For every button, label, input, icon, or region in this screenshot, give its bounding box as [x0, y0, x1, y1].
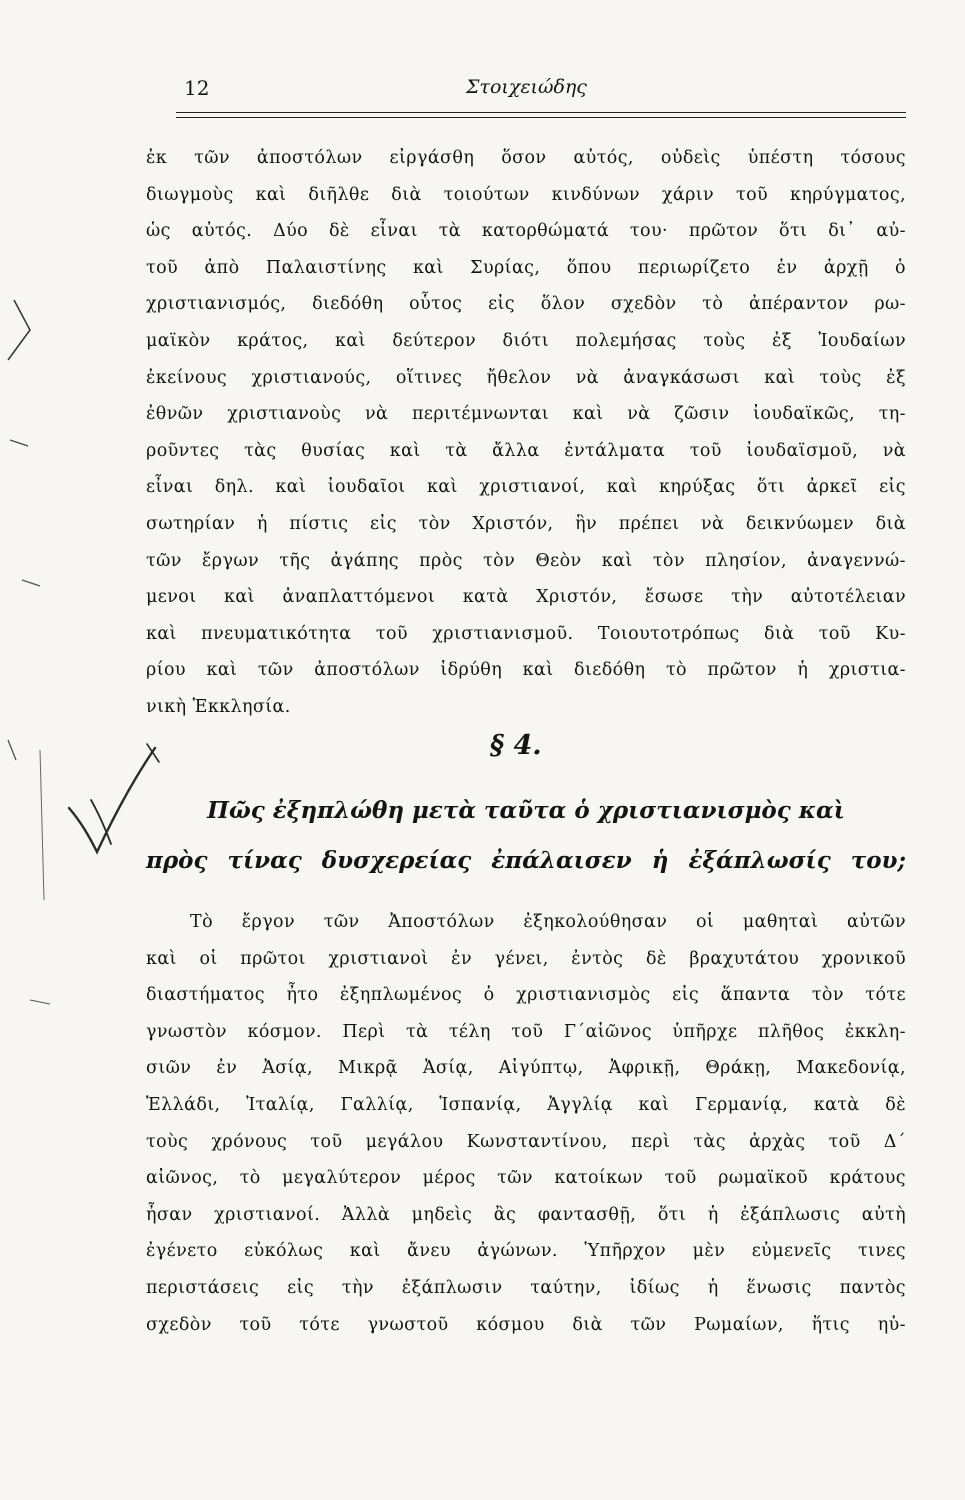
- text-line: καὶ οἱ πρῶτοι χριστιανοὶ ἐν γένει, ἐντὸς δὲ βραχυτάτου χρονικοῦ: [146, 948, 906, 969]
- text-line: νικὴ Ἐκκλησία.: [146, 696, 291, 717]
- text-line: διαστήματος ἦτο ἐξηπλωμένος ὁ χριστιανισμὸς εἰς ἅπαντα τὸν τότε: [146, 985, 906, 1006]
- text-line: μαϊκὸν κράτος, καὶ δεύτερον διότι πολεμήσας τοὺς ἐξ Ἰουδαίων: [146, 330, 906, 351]
- page-header: [176, 74, 906, 106]
- text-line: Τὸ ἔργον τῶν Ἀποστόλων ἐξηκολούθησαν οἱ μαθηταὶ αὐτῶν: [190, 912, 906, 932]
- text-line: ἐκ τῶν ἀποστόλων εἰργάσθη ὅσον αὐτός, οὐδεὶς ὑπέστη τόσους: [146, 148, 906, 168]
- text-line: εἶναι δηλ. καὶ ἰουδαῖοι καὶ χριστιανοί, καὶ κηρύξας ὅτι ἀρκεῖ εἰς: [146, 477, 906, 498]
- text-line: ρίου καὶ τῶν ἀποστόλων ἱδρύθη καὶ διεδόθη τὸ πρῶτον ἡ χριστια-: [146, 660, 906, 681]
- text-line: σιῶν ἐν Ἀσίᾳ, Μικρᾷ Ἀσίᾳ, Αἰγύπτῳ, Ἀφρικῇ, Θράκῃ, Μακεδονίᾳ,: [146, 1058, 906, 1079]
- paragraph-2: [146, 904, 906, 1343]
- page-number: 12: [184, 76, 210, 100]
- text-line: ροῦντες τὰς θυσίας καὶ τὰ ἄλλα ἐντάλματα τοῦ ἰουδαϊσμοῦ, νὰ: [146, 440, 906, 461]
- margin-scan-marks: [0, 0, 60, 1500]
- text-line: μενοι καὶ ἀναπλαττόμενοι κατὰ Χριστόν, ἔσωσε τὴν αὐτοτέλειαν: [146, 587, 906, 608]
- text-line: ὡς αὐτός. Δύο δὲ εἶναι τὰ κατορθώματά του· πρῶτον ὅτι δι᾽ αὐ-: [146, 221, 906, 242]
- text-line: περιστάσεις εἰς τὴν ἐξάπλωσιν ταύτην, ἰδίως ἡ ἕνωσις παντὸς: [146, 1277, 906, 1298]
- text-line: τοὺς χρόνους τοῦ μεγάλου Κωνσταντίνου, περὶ τὰς ἀρχὰς τοῦ Δ΄: [146, 1131, 906, 1152]
- text-line: σχεδὸν τοῦ τότε γνωστοῦ κόσμου διὰ τῶν Ρωμαίων, ἥτις ηὐ-: [146, 1314, 906, 1335]
- text-line: αἰῶνος, τὸ μεγαλύτερον μέρος τῶν κατοίκων τοῦ ρωμαϊκοῦ κράτους: [146, 1168, 906, 1189]
- section-heading-line-1: Πῶς ἐξηπλώθη μετὰ ταῦτα ὁ χριστιανισμὸς καὶ: [207, 797, 845, 824]
- text-line: Ἑλλάδι, Ἰταλίᾳ, Γαλλίᾳ, Ἱσπανίᾳ, Ἀγγλίᾳ καὶ Γερμανίᾳ, κατὰ δὲ: [146, 1094, 906, 1115]
- text-line: γνωστὸν κόσμον. Περὶ τὰ τέλη τοῦ Γ΄αἰῶνος ὑπῆρχε πλῆθος ἐκκλη-: [146, 1021, 906, 1042]
- text-line: καὶ πνευματικότητα τοῦ χριστιανισμοῦ. Τοιουτοτρόπως διὰ τοῦ Κυ-: [146, 623, 906, 644]
- text-line: ἐθνῶν χριστιανοὺς νὰ περιτέμνωνται καὶ νὰ ζῶσιν ἰουδαϊκῶς, τη-: [146, 404, 906, 425]
- text-line: ἐγένετο εὐκόλως καὶ ἄνευ ἀγώνων. Ὑπῆρχον μὲν εὐμενεῖς τινες: [146, 1241, 906, 1262]
- header-rule-top: [176, 112, 906, 113]
- text-line: τῶν ἔργων τῆς ἀγάπης πρὸς τὸν Θεὸν καὶ τὸν πλησίον, ἀναγεννώ-: [146, 550, 906, 571]
- text-line: χριστιανισμός, διεδόθη οὗτος εἰς ὅλον σχεδὸν τὸ ἀπέραντον ρω-: [146, 294, 906, 315]
- text-line: διωγμοὺς καὶ διῆλθε διὰ τοιούτων κινδύνων χάριν τοῦ κηρύγματος,: [146, 184, 906, 205]
- text-line: ἐκείνους χριστιανούς, οἵτινες ἤθελον νὰ ἀναγκάσωσι καὶ τοὺς ἐξ: [146, 367, 906, 388]
- paragraph-1: [146, 140, 906, 726]
- section-number: § 4.: [490, 730, 542, 761]
- text-line: σωτηρίαν ἡ πίστις εἰς τὸν Χριστόν, ἣν πρέπει νὰ δεικνύωμεν διὰ: [146, 513, 906, 534]
- section-heading-line-2: πρὸς τίνας δυσχερείας ἐπάλαισεν ἡ ἐξάπλωσίς του;: [146, 847, 906, 874]
- text-line: ἦσαν χριστιανοί. Ἀλλὰ μηδεὶς ἂς φαντασθῇ, ὅτι ἡ ἐξάπλωσις αὐτὴ: [146, 1204, 906, 1225]
- running-title: Στοιχειώδης: [466, 76, 587, 98]
- text-line: τοῦ ἀπὸ Παλαιστίνης καὶ Συρίας, ὅπου περιωρίζετο ἐν ἀρχῇ ὁ: [146, 257, 906, 278]
- header-rule-bottom: [176, 117, 906, 118]
